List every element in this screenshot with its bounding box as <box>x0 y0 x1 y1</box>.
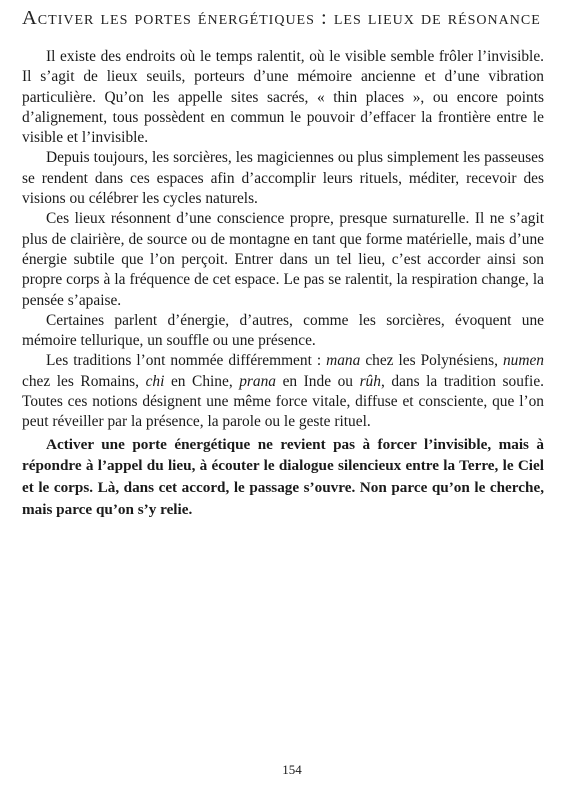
text-run: en Inde ou <box>276 372 360 390</box>
text-run: Certaines parlent d’énergie, d’autres, comme les sorcières, évoquent une mémoire tellurique, un souffle ou une présence. <box>22 311 544 350</box>
chapter-title: Activer les portes énergétiques : les lieux de résonance <box>22 7 541 29</box>
text-run: Depuis toujours, les sorcières, les magiciennes ou plus simplement les passeuses se rendent dans ces espaces afin d’accomplir leurs rituels, méditer, recevoir des visions ou célébrer les cycles naturels. <box>22 149 544 208</box>
italic-term: numen <box>502 352 545 370</box>
paragraph-1 <box>22 47 544 148</box>
paragraph-2 <box>22 148 544 209</box>
italic-term: chi <box>145 372 165 390</box>
text-run: Ces lieux résonnent d’une conscience propre, presque surnaturelle. Il ne s’agit plus de clairière, de source ou de montagne en tant que forme matérielle, mais d’une énergie subtile que l’on perçoit. Entrer dans un tel lieu, c’est accorder ainsi son propre corps à la fréquence de cet espace. Le pas se ralentit, la respiration change, la pensée s’apaise. <box>22 210 544 309</box>
text-run: chez les Polynésiens, <box>360 352 503 370</box>
paragraph-3 <box>22 209 544 310</box>
body-text <box>22 47 544 521</box>
closing-paragraph: Activer une porte énergétique ne revient pas à forcer l’invisible, mais à répondre à l’appel du lieu, à écouter le dialogue silencieux entre la Terre, le Ciel et le corps. Là, dans cet accord, le passage s’ouvre. Non parce qu’on le cherche, mais parce qu’on s’y relie. <box>22 435 544 519</box>
italic-term: prana <box>239 372 277 390</box>
text-run: , dans la tradition soufie. Toutes ces notions désignent une même force vitale, diffuse et consciente, que l’on peut réveiller par la présence, la parole ou le geste rituel. <box>22 372 544 431</box>
italic-term: mana <box>326 352 361 370</box>
text-run: chez les Romains, <box>22 372 146 390</box>
italic-term: rûh <box>359 372 381 390</box>
paragraph-4 <box>22 311 544 352</box>
paragraph-5 <box>22 351 544 432</box>
page <box>22 4 544 521</box>
text-run: en Chine, <box>164 372 240 390</box>
text-run: Il existe des endroits où le temps ralentit, où le visible semble frôler l’invisible. Il s’agit de lieux seuils, porteurs d’une mémoire ancienne et d’une vibration particulière. Qu’on les appelle sites sacrés, « thin places », ou encore points d’alignement, tous possèdent en commun le pouvoir d’effacer la frontière entre le visible et l’invisible. <box>22 48 544 147</box>
page-number: 154 <box>282 762 302 777</box>
text-run: Les traditions l’ont nommée différemment : <box>46 352 327 370</box>
